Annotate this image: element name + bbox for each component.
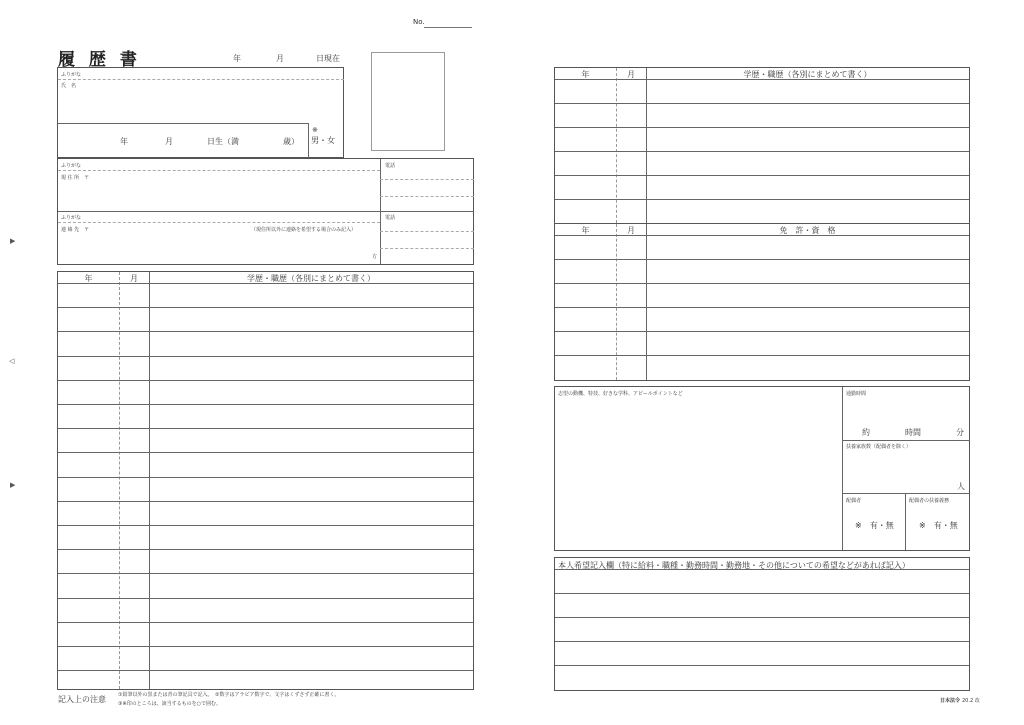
history-right-row[interactable]: [555, 151, 969, 152]
history-right-row[interactable]: [555, 199, 969, 200]
photo-box[interactable]: [371, 52, 445, 151]
birth-day-label: 日生（満: [207, 137, 239, 146]
history-right-row[interactable]: [555, 103, 969, 104]
dependents-label: 扶養家族数（配偶者を除く）: [846, 444, 912, 450]
history-left-row[interactable]: [58, 622, 473, 623]
licenses-month-header: 月: [627, 226, 635, 235]
history-left-row[interactable]: [58, 598, 473, 599]
history-right-row[interactable]: [555, 127, 969, 128]
license-row[interactable]: [555, 235, 969, 236]
history-right-row[interactable]: [555, 175, 969, 176]
history-left-row[interactable]: [58, 549, 473, 550]
commute-approx-label: 約: [862, 428, 870, 437]
document-number-line[interactable]: [424, 27, 472, 28]
commute-minutes-label: 分: [956, 428, 964, 437]
commute-hours-label: 時間: [905, 428, 921, 437]
address-furigana-label: ふりがな: [61, 163, 82, 169]
history-left-month-header: 月: [130, 274, 138, 283]
history-left-row[interactable]: [58, 380, 473, 381]
history-left-row[interactable]: [58, 646, 473, 647]
wishes-row[interactable]: [555, 641, 969, 642]
spouse-label: 配偶者: [846, 498, 862, 504]
license-row[interactable]: [555, 283, 969, 284]
history-left-row[interactable]: [58, 331, 473, 332]
history-left-desc-header: 学歴・職歴（各別にまとめて書く）: [247, 274, 375, 283]
wishes-row[interactable]: [555, 617, 969, 618]
history-left-row[interactable]: [58, 283, 473, 284]
history-left-row[interactable]: [58, 428, 473, 429]
history-left-row[interactable]: [58, 525, 473, 526]
date-year-label: 年: [233, 54, 241, 63]
spouse-support-label: 配偶者の扶養義務: [909, 498, 950, 504]
wishes-row[interactable]: [555, 593, 969, 594]
history-left-row[interactable]: [58, 670, 473, 671]
page-title: 履 歴 書: [58, 50, 141, 70]
history-left-row[interactable]: [58, 477, 473, 478]
motivation-section: [554, 386, 970, 551]
licenses-table: [554, 224, 970, 381]
phone-label: 電話: [385, 163, 396, 169]
notes-title: 記入上の注意: [58, 695, 106, 704]
history-left-row[interactable]: [58, 404, 473, 405]
contact-phone-label: 電話: [385, 215, 396, 221]
history-right-desc-header: 学歴・職歴（各別にまとめて書く）: [743, 70, 872, 79]
license-row[interactable]: [555, 331, 969, 332]
contact-address-note: （現住所以外に連絡を希望する場合のみ記入）: [251, 227, 357, 233]
date-as-of-label: 日現在: [316, 54, 340, 63]
publisher-logo: 日本法令: [940, 698, 961, 704]
history-left-row[interactable]: [58, 452, 473, 453]
history-right-month-header: 月: [627, 70, 635, 79]
motivation-label: 志望の動機、特技、好きな学科、アピールポイントなど: [558, 391, 683, 397]
history-left-year-header: 年: [84, 274, 93, 283]
margin-triangle-icon: ◁: [9, 357, 15, 365]
history-right-year-header: 年: [581, 70, 590, 79]
spouse-support-choice[interactable]: ※ 有・無: [919, 521, 958, 530]
history-table-right: [554, 67, 970, 224]
spouse-choice[interactable]: ※ 有・無: [855, 521, 894, 530]
dependents-unit-label: 人: [957, 482, 965, 491]
history-right-row[interactable]: [555, 79, 969, 80]
wishes-section: [554, 557, 970, 691]
contact-address-label: 連 絡 先 〒: [61, 227, 90, 233]
history-left-row[interactable]: [58, 501, 473, 502]
gender-note-mark: ※: [312, 126, 318, 134]
name-section: [57, 67, 344, 158]
history-left-row[interactable]: [58, 307, 473, 308]
license-row[interactable]: [555, 355, 969, 356]
note-line-1: ①鉛筆以外の黒または青の筆記具で記入。 ②数字はアラビア数字で、文字はくずさず正確に書く。: [118, 692, 340, 698]
margin-arrow-icon: ▶: [10, 481, 16, 489]
license-row[interactable]: [555, 259, 969, 260]
note-line-2: ③※印のところは、該当するものを○で囲む。: [118, 701, 222, 707]
wishes-row[interactable]: [555, 569, 969, 570]
margin-arrow-icon: ▶: [10, 237, 16, 245]
current-address-label: 現 住 所 〒: [61, 175, 90, 181]
birth-age-label: 歳）: [283, 137, 299, 146]
form-code: 20.2 改: [962, 698, 980, 704]
gender-choice[interactable]: 男・女: [311, 136, 335, 145]
history-left-row[interactable]: [58, 573, 473, 574]
wishes-row[interactable]: [555, 665, 969, 666]
license-row[interactable]: [555, 307, 969, 308]
contact-address-suffix: 方: [372, 254, 378, 260]
history-left-row[interactable]: [58, 356, 473, 357]
wishes-label: 本人希望記入欄（特に給料・職種・勤務時間・勤務地・その他についての希望などがあれば記入）: [558, 561, 910, 570]
date-month-label: 月: [276, 54, 284, 63]
contact-furigana-label: ふりがな: [61, 215, 82, 221]
commute-label: 通勤時間: [846, 391, 867, 397]
document-number-label: No.: [413, 18, 425, 26]
birth-month-label: 月: [165, 137, 173, 146]
name-furigana-label: ふりがな: [61, 72, 82, 78]
name-label: 氏 名: [61, 83, 77, 89]
licenses-year-header: 年: [581, 226, 590, 235]
address-section: [57, 158, 474, 265]
licenses-desc-header: 免 許・資 格: [779, 226, 836, 235]
history-table-left: [57, 271, 474, 690]
birth-year-label: 年: [120, 137, 128, 146]
